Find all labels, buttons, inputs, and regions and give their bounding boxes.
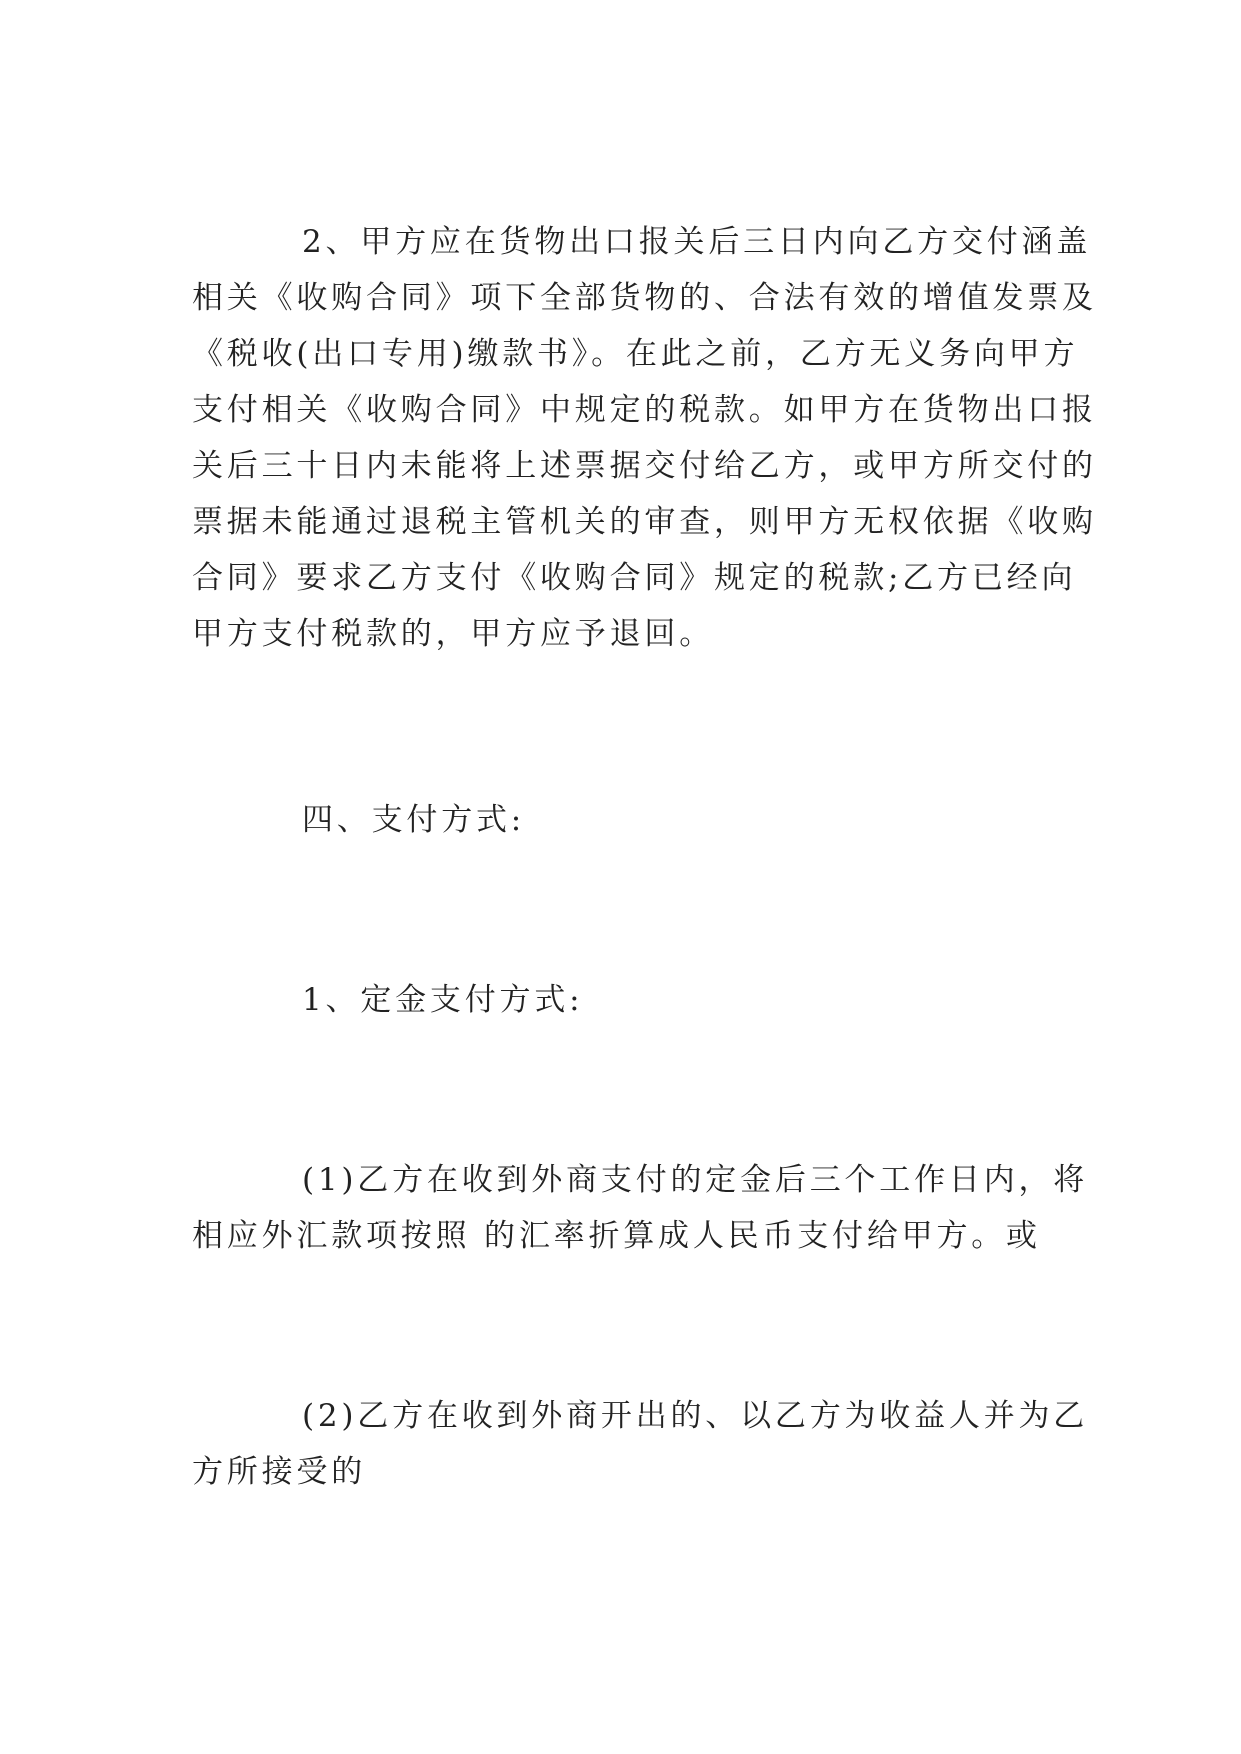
paragraph-2-line-6: 票据未能通过退税主管机关的审查，则甲方无权依据《收购	[192, 504, 1097, 540]
paragraph-2-line-7: 合同》要求乙方支付《收购合同》规定的税款;乙方已经向	[192, 560, 1077, 596]
item-1-1-line-2: 相应外汇款项按照 的汇率折算成人民币支付给甲方。或	[192, 1218, 1041, 1254]
paragraph-2-line-4: 支付相关《收购合同》中规定的税款。如甲方在货物出口报	[192, 392, 1097, 428]
item-1-1-line-1: (1)乙方在收到外商支付的定金后三个工作日内，将	[302, 1162, 1089, 1198]
paragraph-2-line-3: 《税收(出口专用)缴款书》。在此之前，乙方无义务向甲方	[192, 336, 1079, 372]
item-1-2-line-2: 方所接受的	[192, 1454, 366, 1490]
section-4-heading: 四、支付方式:	[302, 802, 526, 838]
item-1-heading: 1、定金支付方式:	[302, 982, 584, 1018]
paragraph-2-line-5: 关后三十日内未能将上述票据交付给乙方，或甲方所交付的	[192, 448, 1097, 484]
paragraph-2-line-2: 相关《收购合同》项下全部货物的、合法有效的增值发票及	[192, 280, 1097, 316]
item-1-2-line-1: (2)乙方在收到外商开出的、以乙方为收益人并为乙	[302, 1398, 1089, 1434]
paragraph-2-line-8: 甲方支付税款的，甲方应予退回。	[192, 616, 714, 652]
paragraph-2-line-1: 2、甲方应在货物出口报关后三日内向乙方交付涵盖	[302, 224, 1092, 260]
